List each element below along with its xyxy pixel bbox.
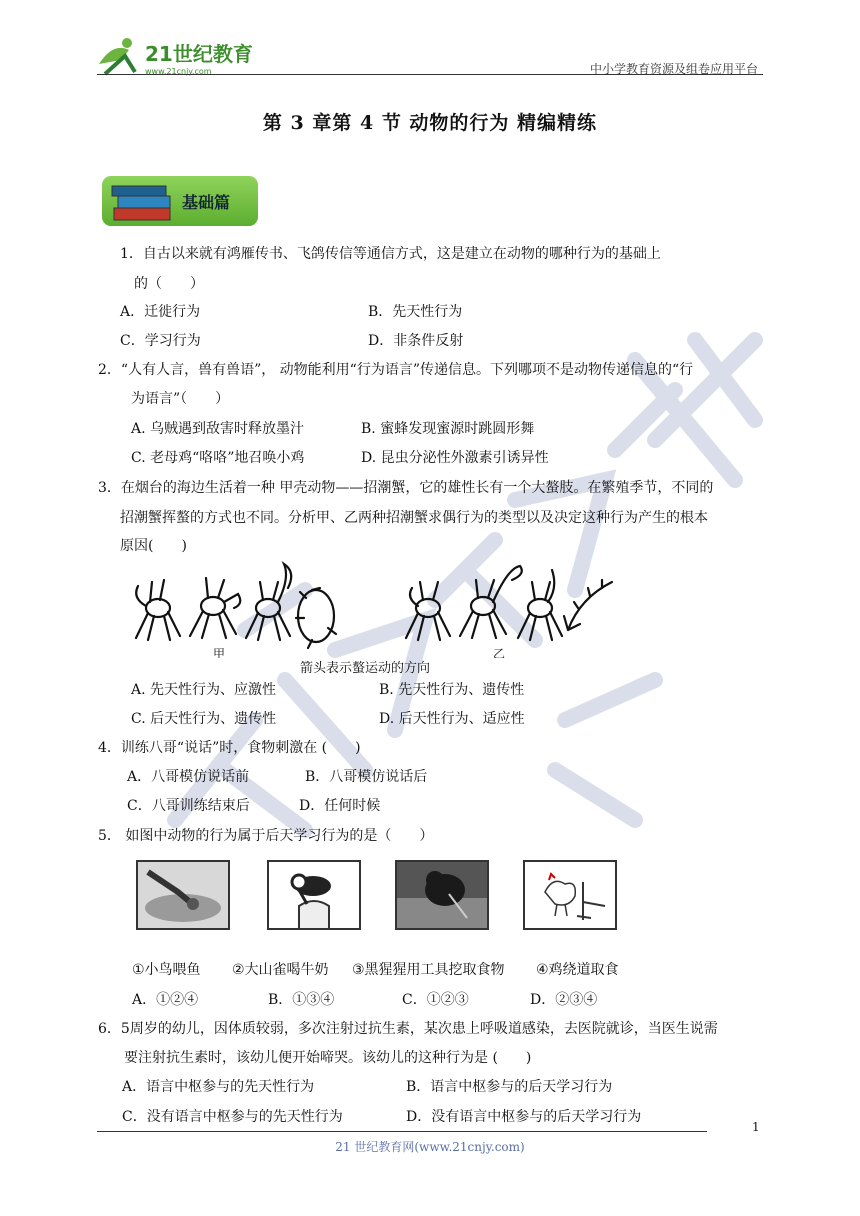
photo-chimp-using-tool: [395, 860, 489, 930]
photo-chicken-detour: [523, 860, 617, 930]
logo-url: www.21cnjy.com: [145, 67, 212, 76]
arrow-loop-jia: [296, 588, 336, 648]
q1-option-b: B．先天性行为: [368, 304, 463, 320]
figure-caption: 箭头表示螯运动的方向: [300, 661, 431, 676]
crab-jia-2: [190, 578, 240, 638]
crab-behavior-figure: [128, 558, 618, 658]
q2-option-a: A. 乌贼遇到敌害时释放墨汁: [131, 421, 305, 437]
q2-stem: 2．“人有人言，兽有兽语”， 动物能利用“行为语言”传递信息。下列哪项不是动物传递信息的“行: [98, 362, 694, 378]
q3-option-b: B. 先天性行为、遗传性: [379, 682, 525, 698]
q4-option-b: B．八哥模仿说话后: [305, 769, 428, 785]
arrow-curve-yi: [564, 580, 612, 630]
q6-stem: 6．5周岁的幼儿，因体质较弱，多次注射过抗生素，某次患上呼吸道感染，去医院就诊，当医生说需: [98, 1021, 718, 1037]
q3-option-c: C. 后天性行为、遗传性: [131, 711, 277, 727]
crab-yi-2: [460, 566, 522, 638]
q2-option-d: D. 昆虫分泌性外激素引诱异性: [361, 450, 549, 466]
q5-caption-3: ③黑猩猩用工具挖取食物: [352, 962, 505, 978]
footer-divider: [97, 1131, 707, 1132]
q3-stem-cont: 招潮蟹挥螯的方式也不同。分析甲、乙两种招潮蟹求偶行为的类型以及决定这种行为产生的根本: [120, 510, 708, 526]
page-number: 1: [752, 1120, 760, 1134]
q4-option-a: A．八哥模仿说话前: [127, 769, 250, 785]
crab-yi-1: [406, 582, 450, 640]
q1-option-c: C．学习行为: [120, 333, 201, 349]
platform-name: 中小学教育资源及组卷应用平台: [589, 62, 758, 76]
q3-option-d: D. 后天性行为、适应性: [379, 711, 525, 727]
q4-stem: 4．训练八哥“说话”时，食物刺激在 ( ): [98, 740, 361, 756]
page-title: 第 3 章第 4 节 动物的行为 精编精练: [262, 112, 598, 134]
crab-jia-1: [136, 580, 180, 640]
header-divider: [97, 74, 763, 75]
q5-stem: 5． 如图中动物的行为属于后天学习行为的是（ ）: [98, 828, 434, 844]
q3-stem-cont2: 原因( ): [120, 538, 187, 554]
q5-option-a: A．①②④: [132, 992, 199, 1008]
q5-option-d: D．②③④: [530, 992, 598, 1008]
q5-caption-1: ①小鸟喂鱼: [132, 962, 201, 978]
site-logo: [95, 34, 260, 78]
q6-option-a: A．语言中枢参与的先天性行为: [122, 1079, 315, 1095]
q4-option-c: C．八哥训练结束后: [127, 798, 250, 814]
logo-text: 21世纪教育: [145, 42, 253, 66]
q5-option-b: B．①③④: [268, 992, 335, 1008]
q5-caption-2: ②大山雀喝牛奶: [232, 962, 329, 978]
q2-option-c: C. 老母鸡“咯咯”地召唤小鸡: [131, 450, 305, 466]
q1-option-d: D．非条件反射: [368, 333, 464, 349]
label-jia: 甲: [213, 647, 226, 658]
q1-stem: 1．自古以来就有鸿雁传书、飞鸽传信等通信方式，这是建立在动物的哪种行为的基础上: [120, 246, 661, 262]
q1-stem-cont: 的（ ）: [134, 276, 204, 292]
q3-option-a: A. 先天性行为、应激性: [131, 682, 277, 698]
q4-option-d: D．任何时候: [299, 798, 381, 814]
q2-option-b: B. 蜜蜂发现蜜源时跳圆形舞: [361, 421, 535, 437]
q6-option-b: B．语言中枢参与的后天学习行为: [406, 1079, 613, 1095]
section-badge-label: 基础篇: [182, 193, 231, 212]
photo-bird-feeding-fish: [136, 860, 230, 930]
label-yi: 乙: [493, 647, 506, 658]
q6-stem-cont: 要注射抗生素时，该幼儿便开始啼哭。该幼儿的这种行为是 ( ): [124, 1050, 532, 1066]
q3-stem: 3．在烟台的海边生活着一种 甲壳动物——招潮蟹，它的雄性长有一个大螯肢。在繁殖季节，不同的: [98, 480, 714, 496]
q2-stem-cont: 为语言”（ ）: [131, 391, 230, 407]
crab-jia-3: [246, 564, 291, 640]
books-icon: [110, 180, 176, 224]
q6-option-c: C．没有语言中枢参与的先天性行为: [122, 1109, 343, 1125]
q5-option-c: C．①②③: [402, 992, 469, 1008]
footer-site-link[interactable]: 21 世纪教育网(www.21cnjy.com): [335, 1140, 525, 1154]
q1-option-a: A．迁徙行为: [120, 304, 201, 320]
q5-caption-4: ④鸡绕道取食: [536, 962, 619, 978]
q6-option-d: D．没有语言中枢参与的后天学习行为: [406, 1109, 642, 1125]
crab-yi-3: [518, 570, 562, 640]
photo-tit-drinking-milk: [267, 860, 361, 930]
